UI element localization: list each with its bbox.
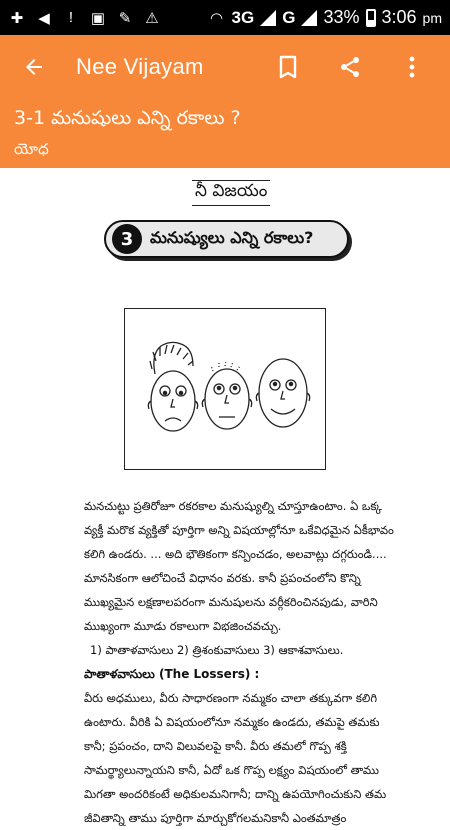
overflow-menu-button[interactable] (386, 45, 438, 89)
chapter-heading: మనుష్యులు ఎన్ని రకాలు? (150, 227, 314, 247)
network-3g: 3G (231, 7, 255, 27)
share-icon (338, 55, 362, 79)
alert-icon: ! (68, 9, 74, 26)
three-faces-drawing (125, 309, 325, 469)
image-icon: ▣ (90, 9, 106, 27)
arrow-left-icon (22, 55, 46, 79)
book-title: నీ విజయం (192, 180, 270, 206)
battery-percent: 33% (323, 7, 360, 27)
chapter-body (84, 494, 400, 830)
clock: 3:06 (381, 7, 417, 27)
warning-icon: ⚠ (145, 9, 159, 27)
app-title: Nee Vijayam (76, 54, 204, 79)
notification-icons (8, 9, 161, 27)
share-button[interactable] (324, 45, 376, 89)
network-g: G (282, 7, 296, 27)
signal-icon (260, 10, 276, 26)
toolbar (0, 35, 450, 99)
app-bar (0, 35, 450, 168)
chapter-title: 3-1 మనుషులు ఎన్ని రకాలు ? (14, 107, 241, 129)
chapter-number: 3 (112, 224, 142, 254)
signal-icon-2 (301, 10, 317, 26)
section-paragraph: వీరు అధములు, వీరు సాధారణంగా నమ్మకం చాలా తక్కువగా కలిగి ఉంటారు. వీరికి ఏ విషయంలోనూ నమ్మకం ఉండదు, తమపై తమకు కానీ; ప్రపంచం, దాని విలువలపై కానీ. వీరు తమలో గొప్ప శక్తి సామర్థ్యాలున్నాయని కానీ, ఏదో ఒక గొప్ప లక్ష్యం విషయంలో తాము మిగతా అందరికంటే అధికులమనిగానీ; దాన్ని ఉపయోగించుకుని తమ జీవితాన్ని తాము పూర్తిగా మార్చుకోగలమనికానీ ఎంతమాత్రం (84, 691, 387, 825)
intro-paragraph: మనచుట్టు ప్రతిరోజూ రకరకాల మనుష్యుల్ని చూస్తూఉంటాం. ఏ ఒక్క వ్యక్తీ మరొక వ్యక్తితో పూర్తిగా అన్ని విషయాల్లోనూ ఒకేవిధమైన ఏకీభావం కలిగి ఉండరు. ... అది భౌతికంగా కన్పించడం, అలవాట్లు దగ్గరుండి.... మానసికంగా ఆలోచించే విధానం వరకు. కానీ ప్రపంచంలోని కొన్ని ముఖ్యమైన లక్షణాలపరంగా మనుషులను వర్గీకరించినపుడు, వారిని ముఖ్యంగా మూడు రకాలుగా విభజించవచ్చు. (84, 499, 394, 633)
wifi-icon: ◠ (210, 9, 224, 27)
bookmark-button[interactable] (262, 45, 314, 89)
status-bar (0, 0, 450, 35)
chapter-heading-banner (104, 220, 349, 258)
back-arrow-icon: ◀ (38, 9, 50, 27)
faces-illustration (124, 308, 326, 470)
toolbar-actions (262, 45, 438, 89)
chapter-subtitle: యోధ (14, 140, 49, 158)
add-icon: ✚ (10, 9, 24, 27)
battery-icon (366, 9, 376, 27)
system-icons (208, 7, 442, 28)
cleaner-icon: ✎ (118, 9, 132, 27)
section-heading: పాతాళవాసులు (The Lossers) : (84, 667, 260, 681)
clock-ampm: pm (422, 9, 442, 26)
back-button[interactable] (12, 45, 56, 89)
book-page[interactable] (0, 168, 450, 825)
more-vert-icon (409, 56, 415, 78)
bookmark-icon (277, 55, 299, 79)
types-list: 1) పాతాళవాసులు 2) త్రిశంకువాసులు 3) ఆకాశవాసులు. (90, 643, 344, 657)
